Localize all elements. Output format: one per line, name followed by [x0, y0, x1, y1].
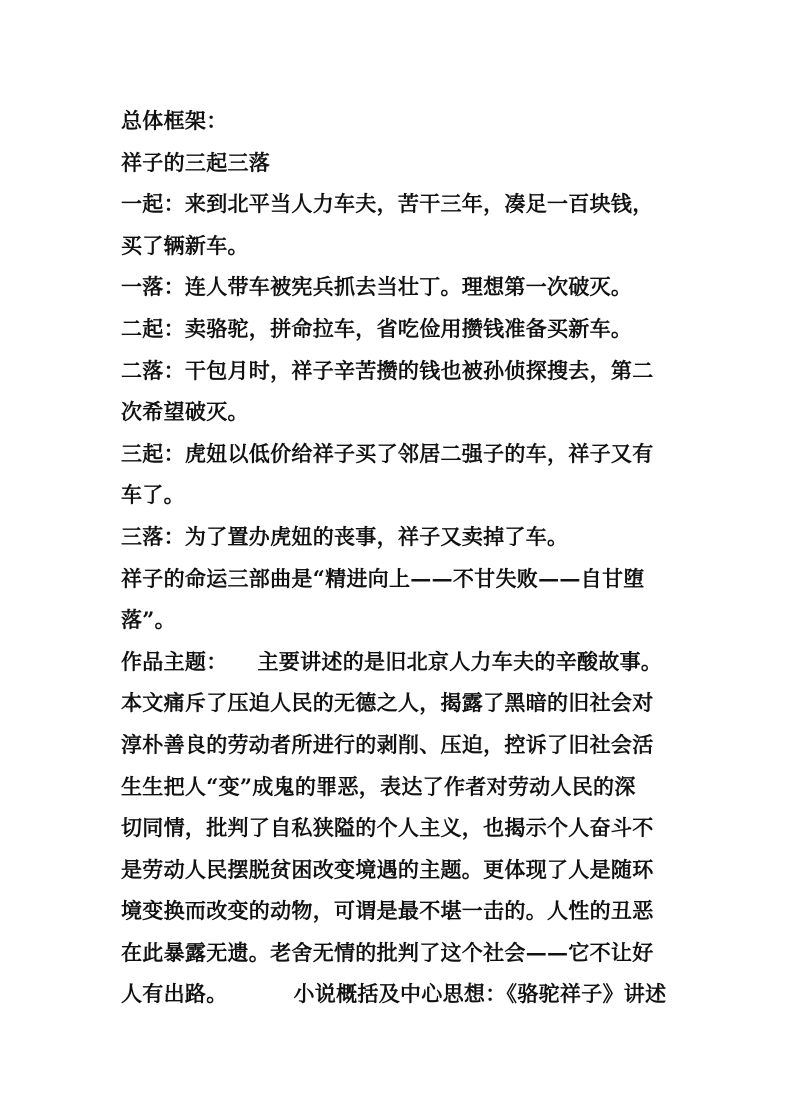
text-line: 本文痛斥了压迫人民的无德之人，揭露了黑暗的旧社会对	[121, 690, 654, 716]
last-line-text: 人有出路。	[121, 981, 228, 1007]
last-line	[121, 973, 681, 1015]
text-line: 切同情，批判了自私狭隘的个人主义，也揭示个人奋斗不	[121, 815, 654, 841]
theme-label: 作品主题：	[121, 648, 228, 674]
text-line: 淳朴善良的劳动者所进行的剥削、压迫，控诉了旧社会活	[121, 731, 654, 757]
text-line: 一落：连人带车被宪兵抓去当壮丁。理想第一次破灭。	[121, 274, 633, 300]
text-line: 境变换而改变的动物，可谓是最不堪一击的。人性的丑恶	[121, 898, 654, 924]
text-line: 三起：虎妞以低价给祥子买了邻居二强子的车，祥子又有	[121, 440, 654, 466]
text-line: 车了。	[121, 482, 185, 508]
section-title-three-rises-falls: 祥子的三起三落	[121, 149, 271, 175]
text-line: 二起：卖骆驼，拼命拉车，省吃俭用攒钱准备买新车。	[121, 315, 633, 341]
text-line: 是劳动人民摆脱贫困改变境遇的主题。更体现了人是随环	[121, 856, 654, 882]
document-body	[121, 100, 681, 1015]
text-line: 三落：为了置办虎妞的丧事，祥子又卖掉了车。	[121, 523, 569, 549]
heading-overall-framework: 总体框架：	[121, 108, 228, 133]
text-line: 生生把人“变”成鬼的罪恶，表达了作者对劳动人民的深	[121, 773, 636, 799]
text-line: 二落：干包月时，祥子辛苦攒的钱也被孙侦探搜去，第二	[121, 357, 654, 383]
text-line: 祥子的命运三部曲是“精进向上——不甘失败——自甘堕	[121, 565, 645, 591]
text-line: 落”。	[121, 607, 176, 633]
text-line: 次希望破灭。	[121, 399, 249, 425]
text-line: 一起：来到北平当人力车夫，苦干三年，凑足一百块钱，	[121, 191, 654, 217]
text-line: 在此暴露无遗。老舍无情的批判了这个社会——它不让好	[121, 939, 654, 965]
text-line: 买了辆新车。	[121, 232, 249, 258]
summary-heading: 小说概括及中心思想：《骆驼祥子》讲述	[293, 981, 667, 1007]
theme-line	[121, 641, 681, 683]
theme-text: 主要讲述的是旧北京人力车夫的辛酸故事。	[257, 648, 663, 674]
